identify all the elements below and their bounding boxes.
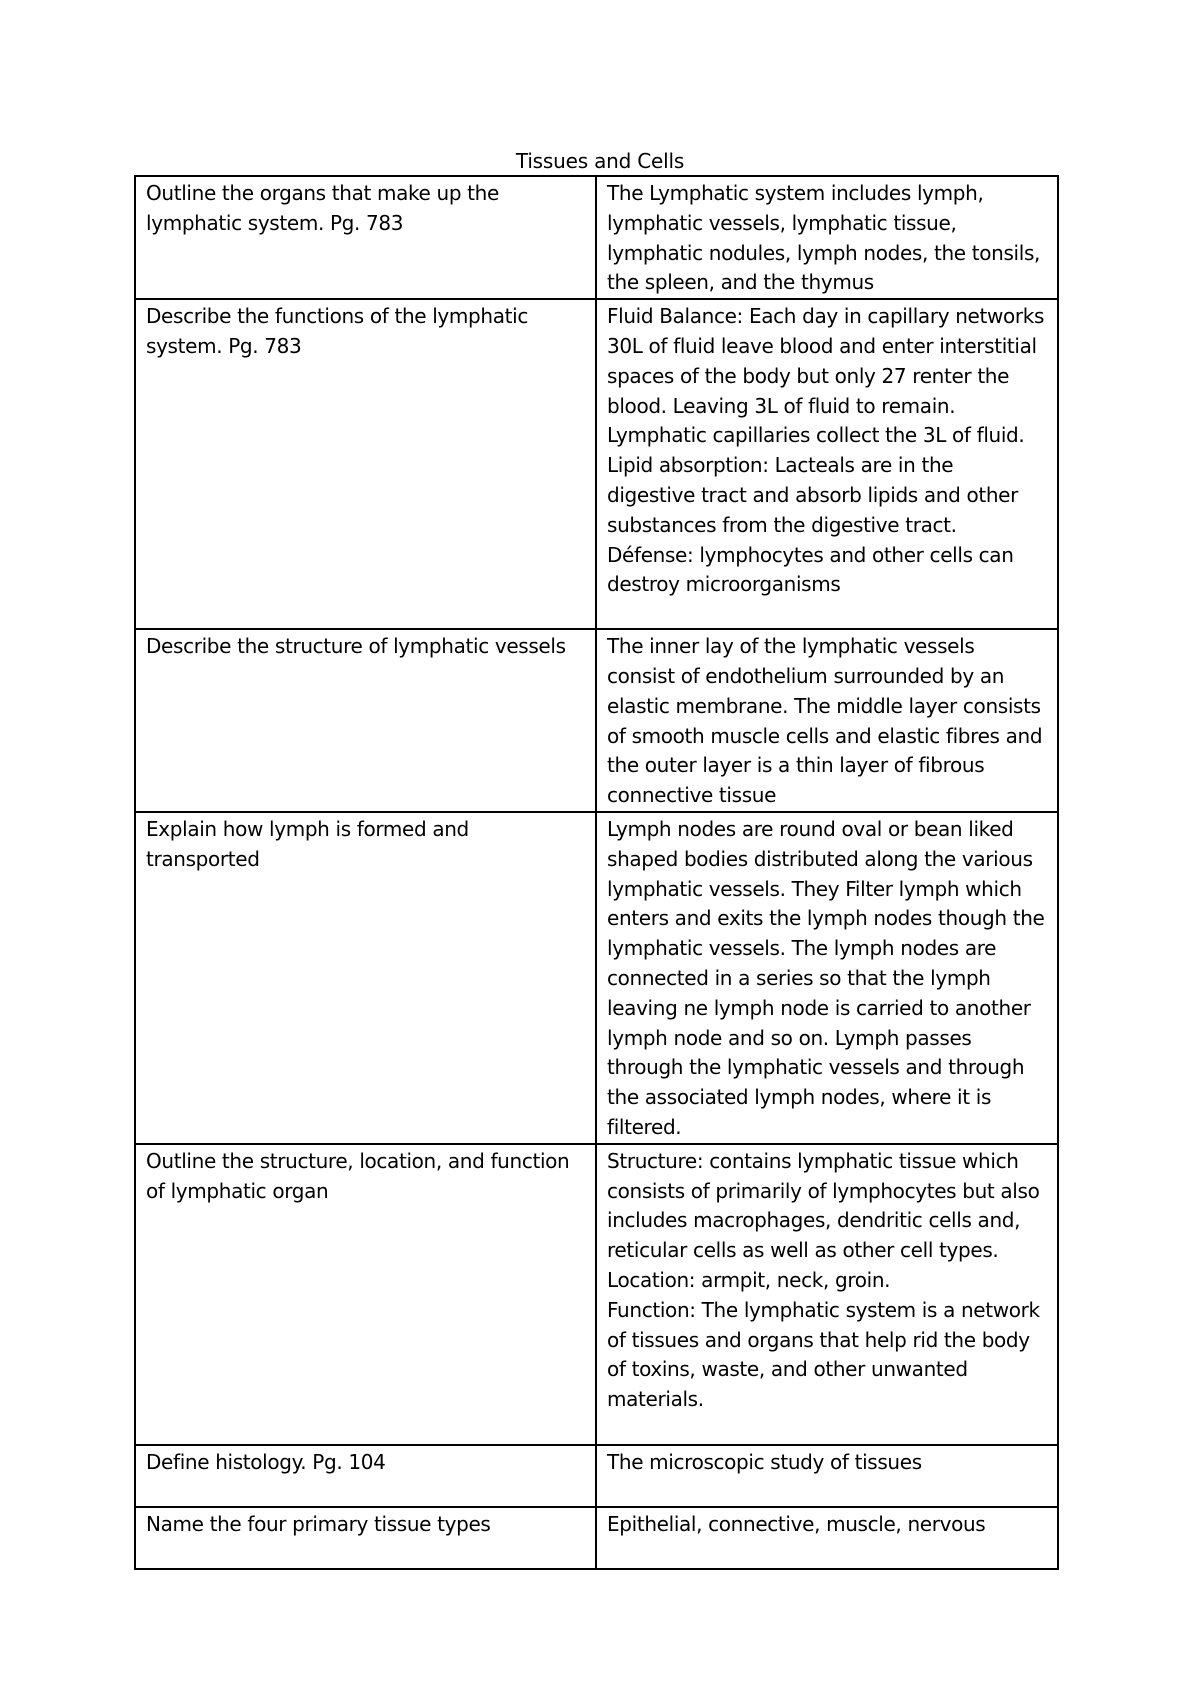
answer-cell: The Lymphatic system includes lymph, lymphatic vessels, lymphatic tissue, lymphatic nodules, lymph nodes, the tonsils, the spleen, and the thymus: [596, 176, 1058, 299]
table-row: [135, 812, 1058, 1144]
answer-cell: Fluid Balance: Each day in capillary networks 30L of fluid leave blood and enter interstitial spaces of the body but only 27 renter the blood. Leaving 3L of fluid to remain. Lymphatic capillaries collect the 3L of fluid. Lipid absorption: Lacteals are in the digestive tract and absorb lipids and other substances from the digestive tract. Défense: lymphocytes and other cells can destroy microorganisms: [596, 299, 1058, 629]
page-title: Tissues and Cells: [515, 149, 685, 173]
table-row: [135, 299, 1058, 629]
question-cell: Explain how lymph is formed and transported: [135, 812, 596, 1144]
question-cell: Define histology. Pg. 104: [135, 1445, 596, 1507]
question-cell: Describe the functions of the lymphatic system. Pg. 783: [135, 299, 596, 629]
question-cell: Describe the structure of lymphatic vessels: [135, 629, 596, 812]
question-cell: Outline the structure, location, and function of lymphatic organ: [135, 1144, 596, 1445]
table-row: [135, 1445, 1058, 1507]
table-row: [135, 1507, 1058, 1569]
question-answer-table: [134, 175, 1059, 1570]
question-cell: Outline the organs that make up the lymphatic system. Pg. 783: [135, 176, 596, 299]
question-cell: Name the four primary tissue types: [135, 1507, 596, 1569]
table-row: [135, 1144, 1058, 1445]
answer-cell: Lymph nodes are round oval or bean liked shaped bodies distributed along the various lymphatic vessels. They Filter lymph which enters and exits the lymph nodes though the lymphatic vessels. The lymph nodes are connected in a series so that the lymph leaving ne lymph node is carried to another lymph node and so on. Lymph passes through the lymphatic vessels and through the associated lymph nodes, where it is filtered.: [596, 812, 1058, 1144]
table-row: [135, 629, 1058, 812]
answer-cell: The inner lay of the lymphatic vessels consist of endothelium surrounded by an elastic membrane. The middle layer consists of smooth muscle cells and elastic fibres and the outer layer is a thin layer of fibrous connective tissue: [596, 629, 1058, 812]
answer-cell: Epithelial, connective, muscle, nervous: [596, 1507, 1058, 1569]
table-row: [135, 176, 1058, 299]
answer-cell: Structure: contains lymphatic tissue which consists of primarily of lymphocytes but also includes macrophages, dendritic cells and, reticular cells as well as other cell types. Location: armpit, neck, groin. Function: The lymphatic system is a network of tissues and organs that help rid the body of toxins, waste, and other unwanted materials.: [596, 1144, 1058, 1445]
answer-cell: The microscopic study of tissues: [596, 1445, 1058, 1507]
